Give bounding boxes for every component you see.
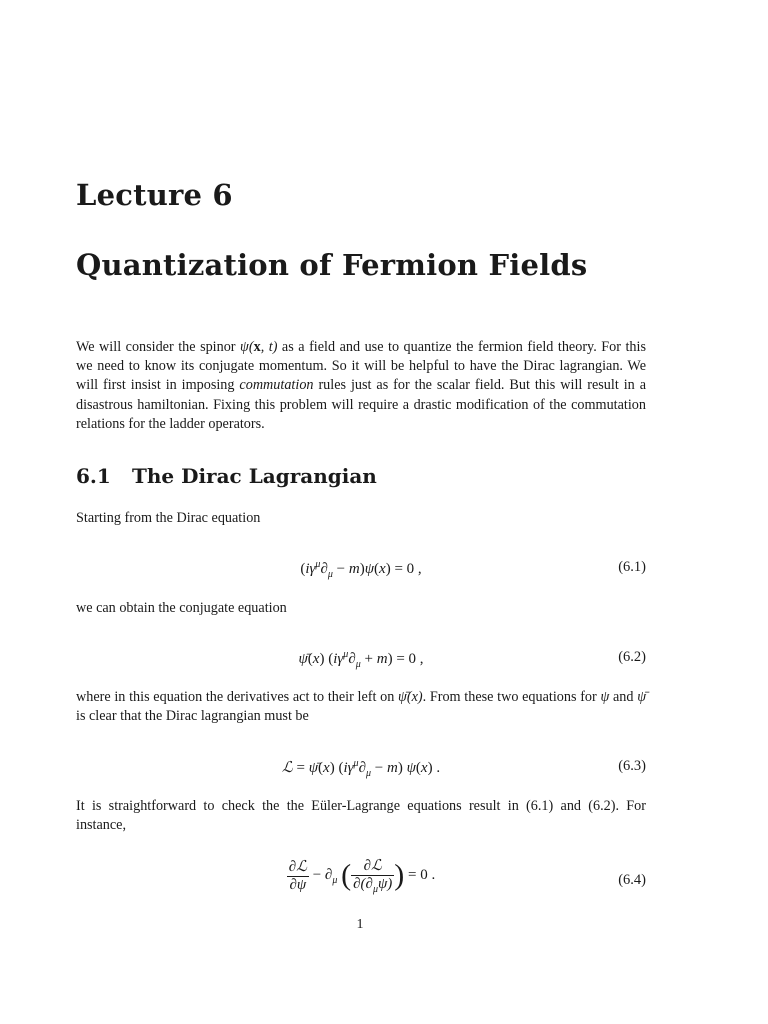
intro-spinor: ψ(: [240, 339, 254, 355]
equation-body: ψ̄(x) $(i\gamma^\mu\partial_\mu + m) = 0$ ,: [298, 649, 424, 670]
para3-psibar: ψ̄(x): [398, 689, 423, 705]
equation-6-3: [76, 758, 646, 786]
para3-b: . From these two equations for: [422, 689, 601, 705]
equation-tag: (6.2): [618, 649, 646, 665]
equation-body: ℒ = ψ̄(x) $(i\gamma^\mu\partial_\mu - m)$ ψ(x) .: [281, 758, 441, 779]
intro-emphasis: commutation: [239, 377, 314, 394]
paragraph-1: Starting from the Dirac equation: [76, 510, 261, 526]
paragraph-3: [76, 688, 646, 726]
para3-d: is clear that the Dirac lagrangian must be: [76, 708, 309, 725]
intro-text-a: We will consider the spinor: [76, 339, 241, 355]
chapter-title: Quantization of Fermion Fields: [76, 248, 588, 282]
fraction-dl-ddpsi: $\frac{\text{∂ℒ}}{\partial(\partial_\mu\psi)}$: [353, 858, 393, 895]
section-number: 6.1: [76, 464, 111, 488]
section-title: The Dirac Lagrangian: [132, 464, 377, 488]
page-number: 1: [356, 917, 364, 932]
intro-spinor-bold: x: [253, 339, 261, 355]
para3-psibar-2: ψ̄: [637, 689, 646, 705]
para3-psi: ψ: [600, 689, 610, 705]
para3-a: where in this equation the derivatives act to their left on: [76, 689, 399, 705]
equation-body: $\frac{\text{∂ℒ}}{\partial\psi}$ − $\partial_\mu$ ( $\frac{\text{∂ℒ}}{\partial(\partial_\mu\psi)}$ ) = 0 .: [288, 858, 436, 895]
section-heading: [76, 464, 377, 488]
lecture-label: Lecture 6: [76, 178, 233, 212]
intro-spinor-end: , t): [260, 339, 278, 355]
intro-paragraph: [76, 338, 646, 434]
intro-text-b: as a field and use to quantize the fermion field theory. For this we need to know its conjugate momentum. So it will be helpful to have the Dirac lagrangian. We will first insist in imposing: [76, 339, 646, 394]
fraction-dl-dpsi: $\frac{\text{∂ℒ}}{\partial\psi}$: [288, 859, 307, 893]
equation-6-2: [76, 649, 646, 677]
paragraph-4: It is straightforward to check the the Eüler-Lagrange equations result in (6.1) and (6.2). For instance,: [76, 798, 646, 834]
equation-tag: (6.4): [618, 872, 646, 888]
equation-body: $(i\gamma^\mu\partial_\mu - m)\psi(x) = 0$ ,: [300, 559, 422, 580]
equation-tag: (6.1): [618, 559, 646, 575]
equation-tag: (6.3): [618, 758, 646, 774]
equation-6-4: [76, 856, 646, 906]
paragraph-2: we can obtain the conjugate equation: [76, 600, 287, 616]
para3-c: and: [609, 689, 638, 705]
equation-6-1: [76, 559, 646, 587]
intro-text-c: rules just as for the scalar field. But this will result in a disastrous hamiltonian. Fixing this problem will require a drastic modification of the commutation relations for the ladder operators.: [76, 377, 646, 432]
